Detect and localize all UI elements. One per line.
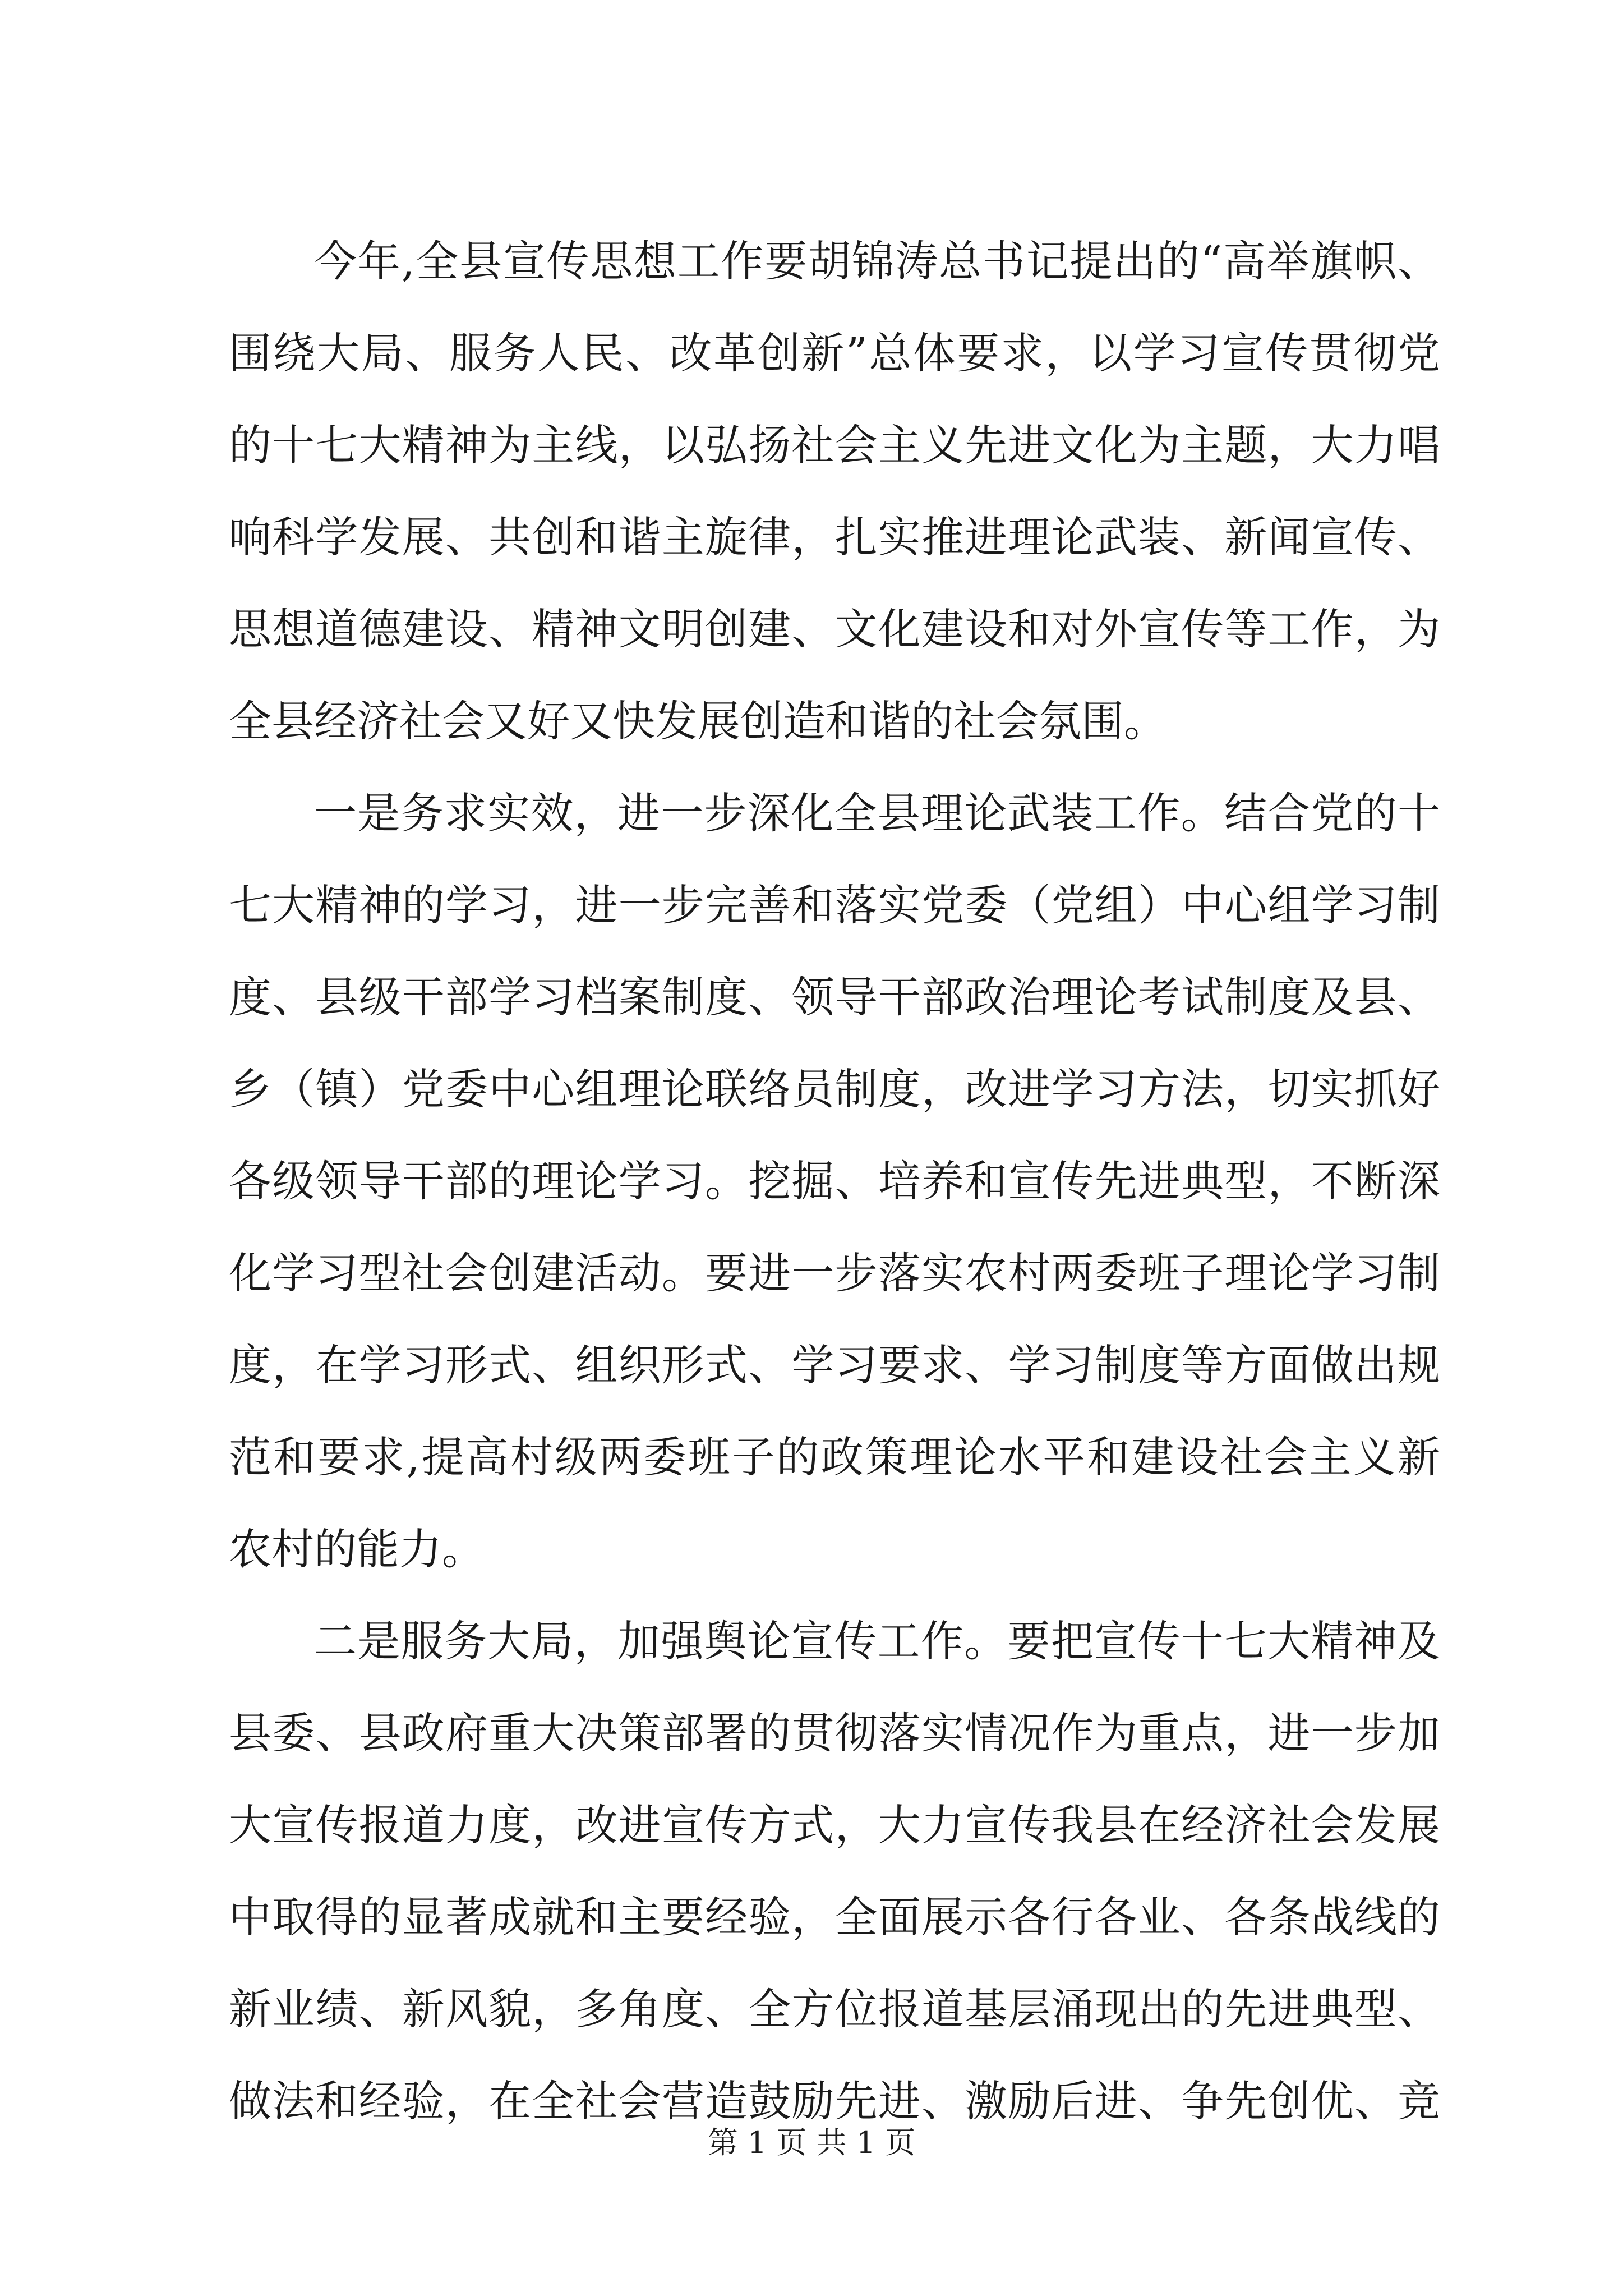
text-line: 新业绩、新风貌，多角度、全方位报道基层涌现出的先进典型、 — [229, 1984, 1440, 2034]
paragraph-2 — [229, 767, 1440, 1595]
text-line: 二是服务大局，加强舆论宣传工作。要把宣传十七大精神及 — [314, 1616, 1440, 1666]
paragraph-3 — [229, 1595, 1440, 2147]
text-line: 中取得的显著成就和主要经验，全面展示各行各业、各条战线的 — [229, 1892, 1440, 1942]
text-line: 度、县级干部学习档案制度、领导干部政治理论考试制度及县、 — [229, 972, 1440, 1022]
text-line: 响科学发展、共创和谐主旋律，扎实推进理论武装、新闻宣传、 — [229, 512, 1440, 562]
text-line: 七大精神的学习，进一步完善和落实党委（党组）中心组学习制 — [229, 880, 1440, 930]
text-line: 围绕大局、服务人民、改革创新”总体要求，以学习宣传贯彻党 — [229, 328, 1440, 378]
text-line: 一是务求实效，进一步深化全县理论武装工作。结合党的十 — [314, 788, 1440, 838]
text-line: 全县经济社会又好又快发展创造和谐的社会氛围。 — [229, 696, 1166, 746]
text-line: 的十七大精神为主线，以弘扬社会主义先进文化为主题，大力唱 — [229, 420, 1440, 470]
text-line: 大宣传报道力度，改进宣传方式，大力宣传我县在经济社会发展 — [229, 1800, 1440, 1850]
text-line: 乡（镇）党委中心组理论联络员制度，改进学习方法，切实抓好 — [229, 1064, 1440, 1114]
page-number-footer: 第 1 页 共 1 页 — [707, 2125, 916, 2160]
text-line: 化学习型社会创建活动。要进一步落实农村两委班子理论学习制 — [229, 1248, 1440, 1298]
text-line: 思想道德建设、精神文明创建、文化建设和对外宣传等工作，为 — [229, 604, 1440, 654]
text-line: 范和要求,提高村级两委班子的政策理论水平和建设社会主义新 — [229, 1432, 1440, 1482]
paragraph-1 — [229, 215, 1440, 767]
document-body — [229, 215, 1440, 2147]
text-line: 度，在学习形式、组织形式、学习要求、学习制度等方面做出规 — [229, 1340, 1440, 1390]
text-line: 各级领导干部的理论学习。挖掘、培养和宣传先进典型，不断深 — [229, 1156, 1440, 1206]
text-line: 县委、县政府重大决策部署的贯彻落实情况作为重点，进一步加 — [229, 1708, 1440, 1758]
text-line: 农村的能力。 — [229, 1524, 485, 1574]
text-line: 做法和经验，在全社会营造鼓励先进、激励后进、争先创优、竞 — [229, 2076, 1440, 2126]
text-line: 今年,全县宣传思想工作要胡锦涛总书记提出的“高举旗帜、 — [314, 236, 1440, 286]
